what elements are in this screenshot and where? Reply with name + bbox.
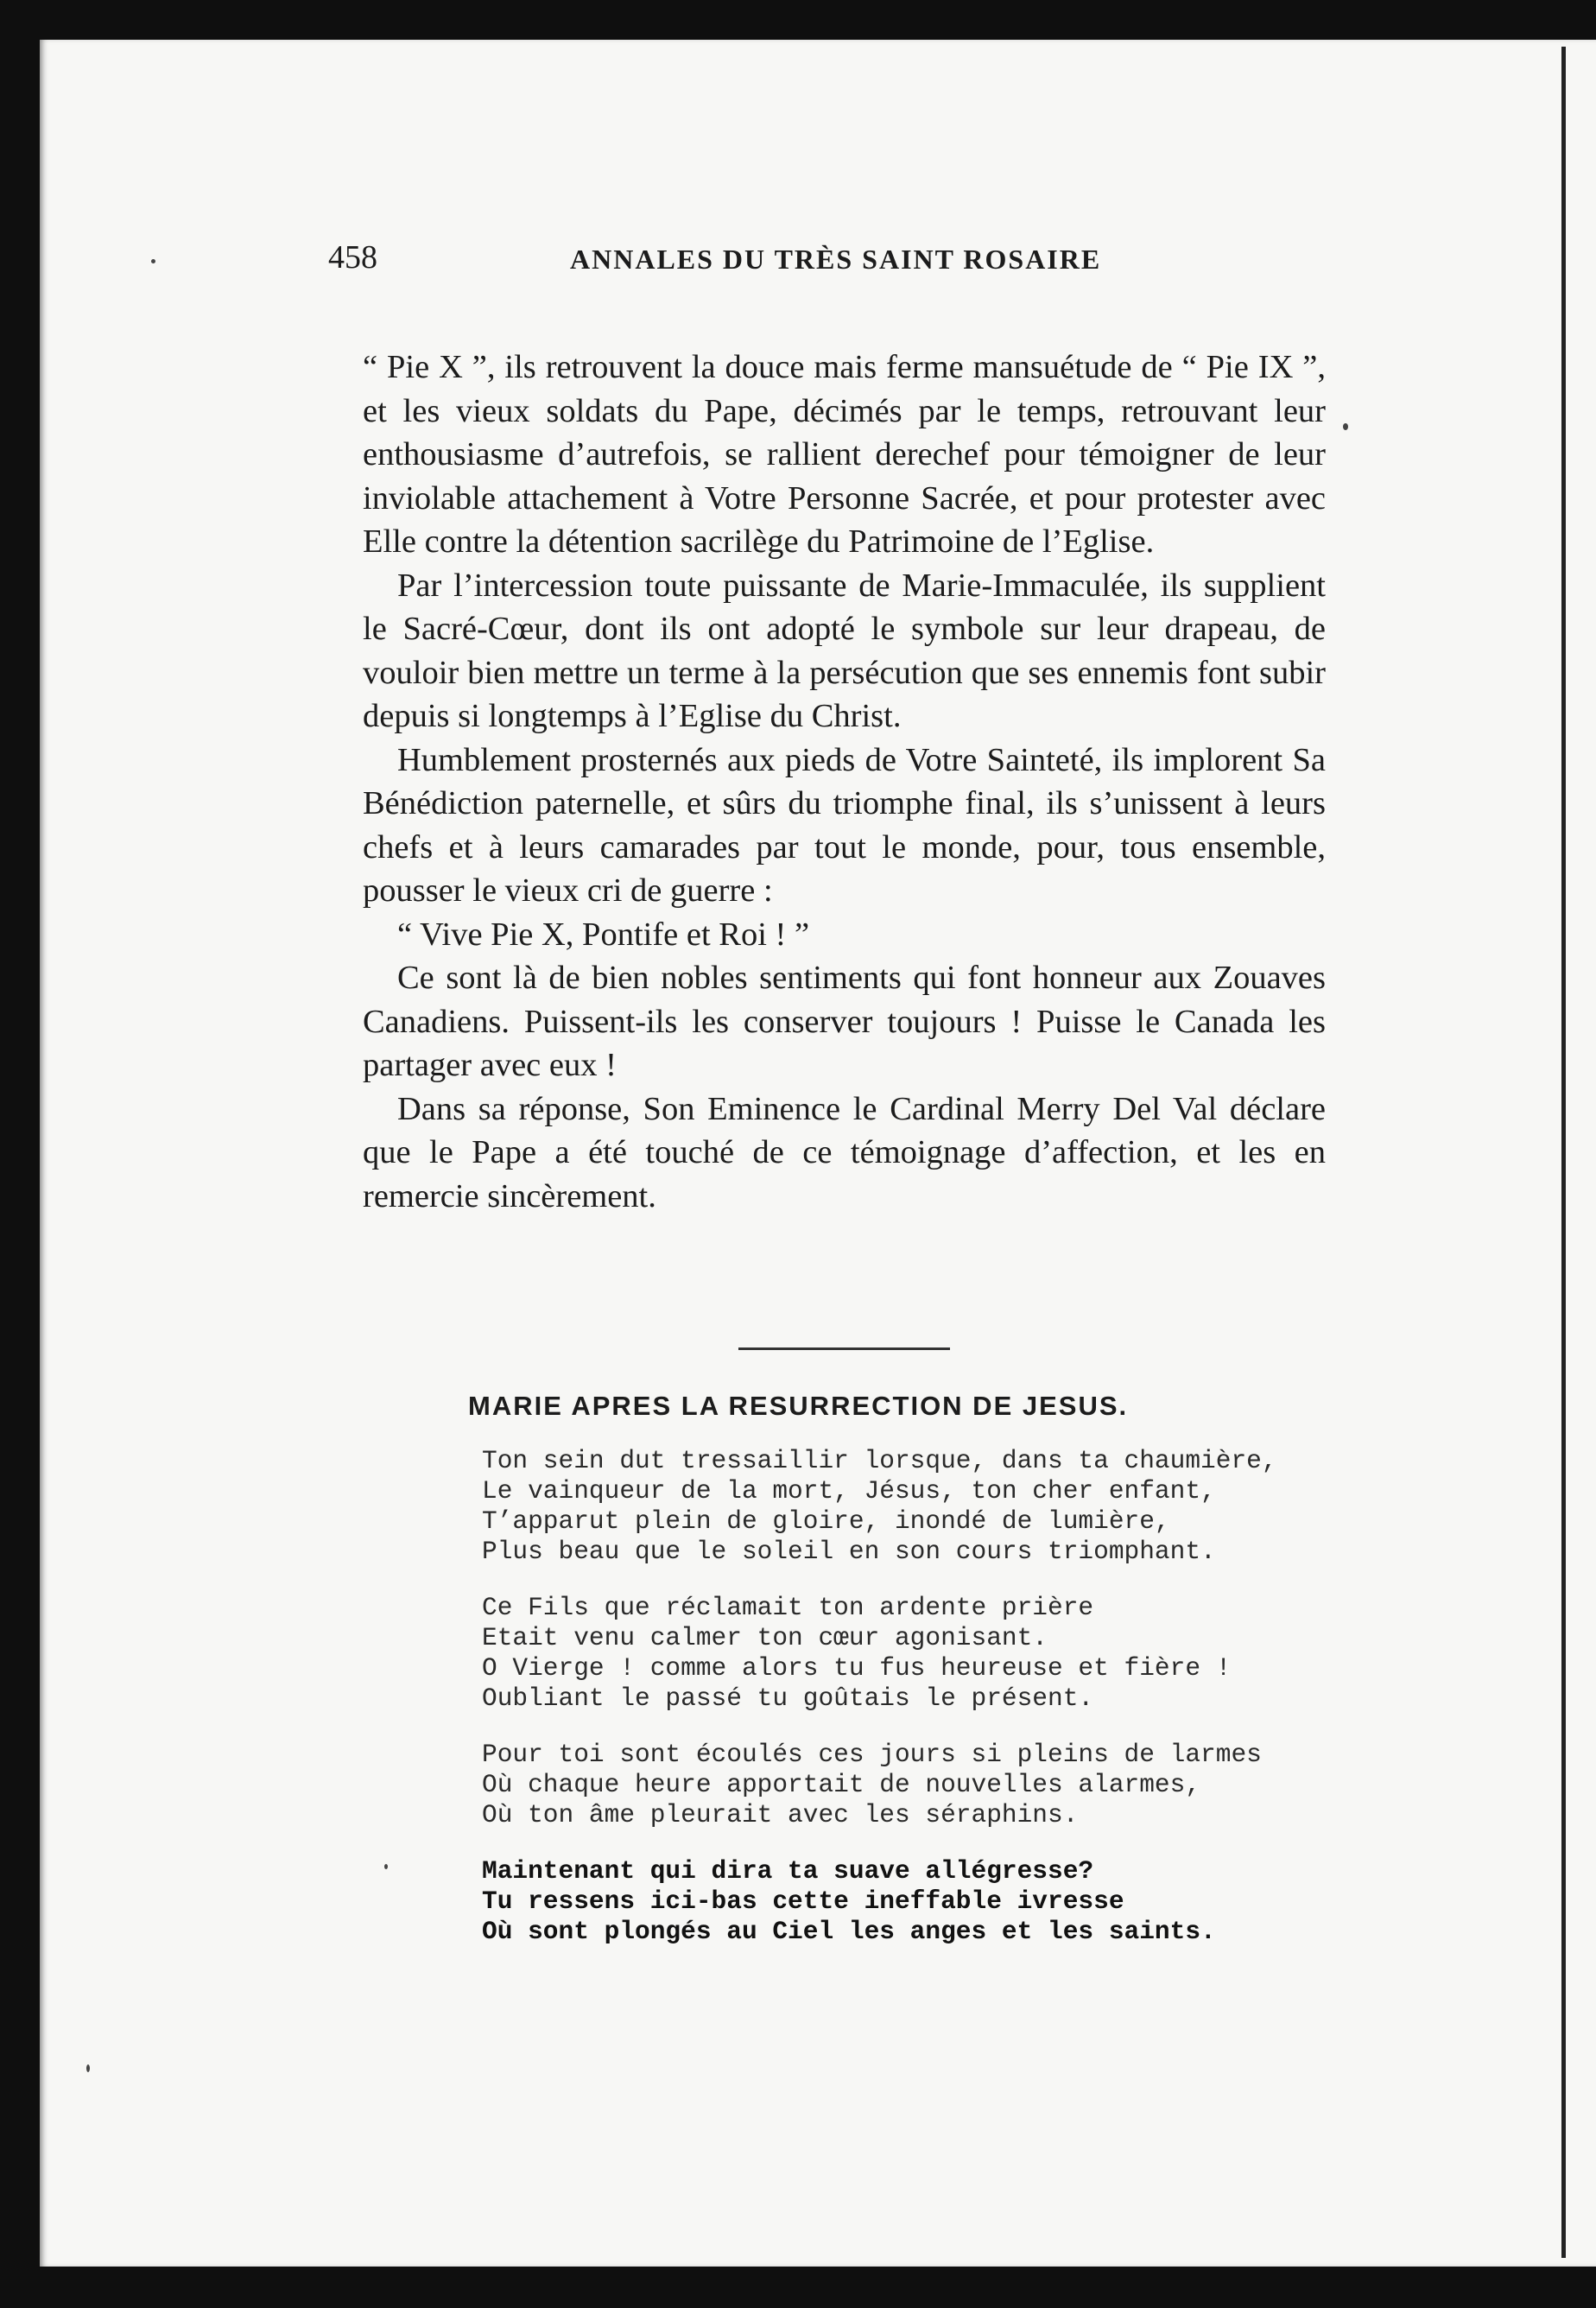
page-edge [1561,47,1566,2258]
poem-line: Le vainqueur de la mort, Jésus, ton cher enfant, [482,1476,1216,1506]
page-header [328,238,1330,299]
paper-speck [151,259,155,263]
paragraph: Ce sont là de bien nobles sentiments qui font honneur aux Zouaves Canadiens. Puissent-ils les conserver toujours ! Puisse le Canada les partager avec eux ! [363,960,1326,1083]
poem-title: MARIE APRES LA RESURRECTION DE JESUS. [468,1391,1129,1421]
paragraph: Humblement prosternés aux pieds de Votre Sainteté, ils implorent Sa Bénédiction paternelle, et sûrs du triomphe final, ils s’unissent à leurs chefs et à leurs camarades par tout le monde, pour, tous ensemble, pousser le vieux cri de guerre : [363,741,1326,909]
poem-line: Etait venu calmer ton cœur agonisant. [482,1623,1048,1652]
paragraph: “ Vive Pie X, Pontife et Roi ! ” [397,916,810,953]
poem-line: T’apparut plein de gloire, inondé de lumière, [482,1506,1170,1536]
poem-stanza [482,1593,1346,1714]
poem-line: Ton sein dut tressaillir lorsque, dans ta chaumière, [482,1446,1277,1475]
poem-line: Plus beau que le soleil en son cours triomphant. [482,1537,1216,1566]
paragraph: Par l’intercession toute puissante de Marie-Immaculée, ils supplient le Sacré-Cœur, dont ils ont adopté le symbole sur leur drapeau, de vouloir bien mettre un terme à la persécution que ses ennemis font subir depuis si longtemps à l’Eglise du Christ. [363,567,1326,734]
poem [482,1446,1346,1973]
article-body [363,346,1326,1218]
section-divider [738,1347,950,1350]
poem-line: Où chaque heure apportait de nouvelles alarmes, [482,1770,1201,1799]
paragraph: “ Pie X ”, ils retrouvent la douce mais ferme mansuétude de “ Pie IX ”, et les vieux soldats du Pape, décimés par le temps, retrouvant leur enthousiasme d’autrefois, se rallient derechef pour témoigner de leur inviolable attachement à Votre Personne Sacrée, et pour protester avec Elle contre la détention sacrilège du Patrimoine de l’Eglise. [363,349,1326,560]
poem-stanza [482,1446,1346,1567]
paper-speck [1343,423,1348,430]
running-head: ANNALES DU TRÈS SAINT ROSAIRE [570,244,1102,275]
poem-line: Ce Fils que réclamait ton ardente prière [482,1593,1094,1622]
poem-line: Maintenant qui dira ta suave allégresse? [482,1856,1094,1886]
poem-line: O Vierge ! comme alors tu fus heureuse et fière ! [482,1653,1232,1683]
poem-line: Tu ressens ici-bas cette ineffable ivresse [482,1886,1124,1916]
poem-line: Pour toi sont écoulés ces jours si pleins de larmes [482,1740,1262,1769]
poem-stanza [482,1856,1346,1947]
poem-line: Oubliant le passé tu goûtais le présent. [482,1683,1094,1713]
page-number: 458 [328,239,377,276]
poem-line: Où sont plongés au Ciel les anges et les saints. [482,1917,1216,1946]
paper-speck [384,1864,388,1869]
paragraph: Dans sa réponse, Son Eminence le Cardinal Merry Del Val déclare que le Pape a été touché de ce témoignage d’affection, et les en remercie sincèrement. [363,1090,1326,1214]
paper-speck [86,2064,90,2072]
poem-stanza [482,1740,1346,1830]
poem-line: Où ton âme pleurait avec les séraphins. [482,1800,1079,1829]
